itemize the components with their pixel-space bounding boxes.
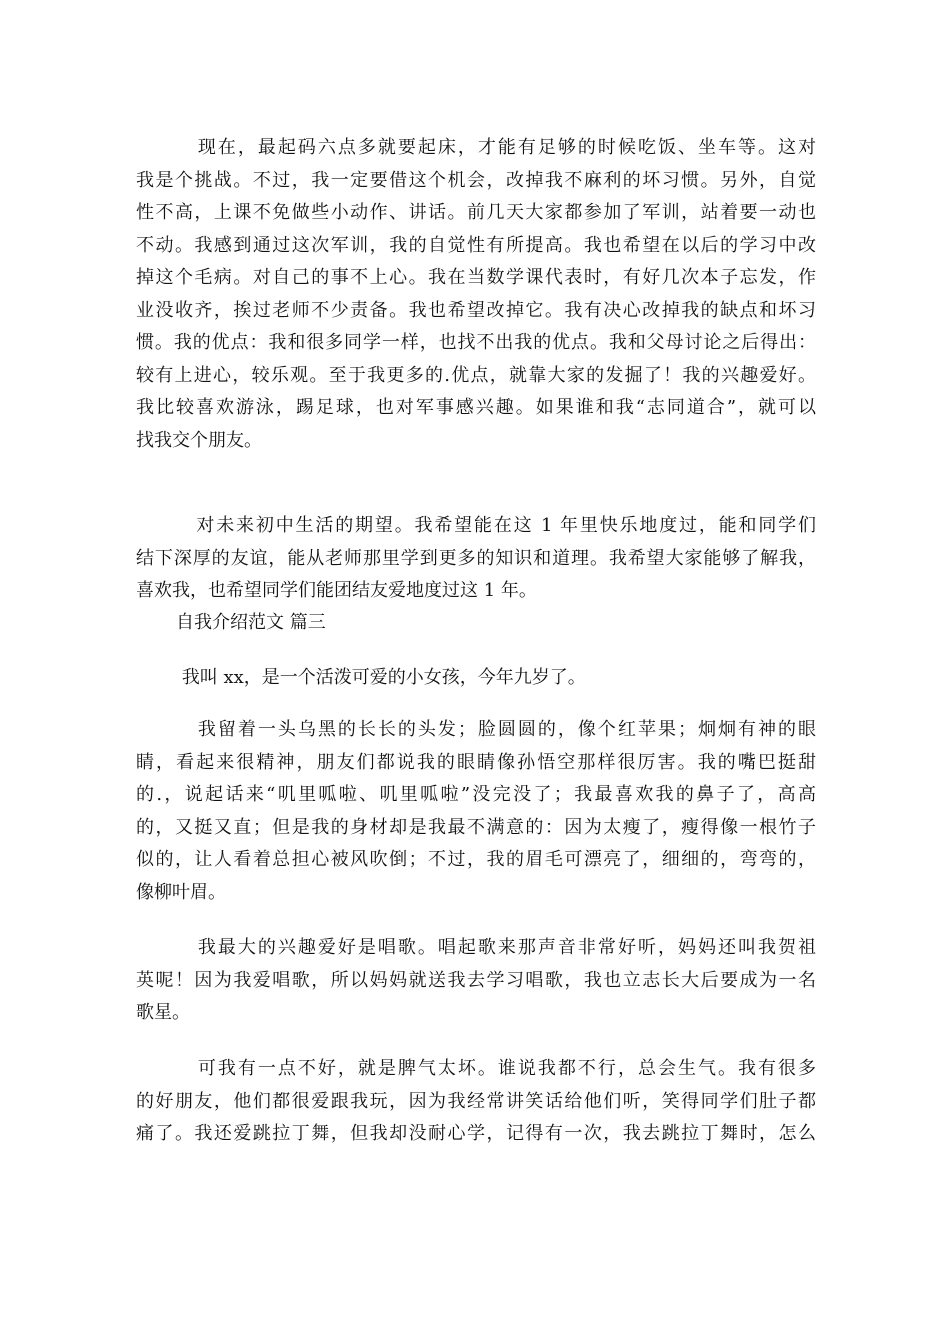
paragraph-5 (136, 932, 816, 1030)
paragraph-line: 的.，说起话来“叽里呱啦、叽里呱啦”没完没了；我最喜欢我的鼻子了，高高 (136, 784, 816, 805)
paragraph-line: 英呢！因为我爱唱歌，所以妈妈就送我去学习唱歌，我也立志长大后要成为一名 (136, 969, 816, 991)
paragraph-line: 睛，看起来很精神，朋友们都说我的眼睛像孙悟空那样很厉害。我的嘴巴挺甜 (136, 751, 816, 773)
paragraph-line: 我最大的兴趣爱好是唱歌。唱起歌来那声音非常好听，妈妈还叫我贺祖 (136, 937, 816, 958)
paragraph-2 (136, 510, 816, 608)
paragraph-line: 的，又挺又直；但是我的身材却是我最不满意的：因为太瘦了，瘦得像一根竹子 (136, 816, 816, 838)
paragraph-line: 业没收齐，挨过老师不少责备。我也希望改掉它。我有决心改掉我的缺点和坏习 (136, 299, 816, 321)
paragraph-line: 我留着一头乌黑的长长的头发；脸圆圆的，像个红苹果；炯炯有神的眼 (136, 719, 816, 740)
paragraph-6 (136, 1053, 816, 1151)
paragraph-line: 似的，让人看着总担心被风吹倒；不过，我的眉毛可漂亮了，细细的，弯弯的， (136, 849, 816, 870)
paragraph-line: 可我有一点不好，就是脾气太坏。谁说我都不行，总会生气。我有很多 (136, 1058, 816, 1079)
paragraph-1 (136, 132, 816, 457)
section-heading: 自我介绍范文 篇三 (176, 612, 326, 633)
paragraph-line: 结下深厚的友谊，能从老师那里学到更多的知识和道理。我希望大家能够了解我， (136, 547, 816, 569)
paragraph-line: 我叫 xx，是一个活泼可爱的小女孩，今年九岁了。 (136, 667, 586, 688)
paragraph-line: 不动。我感到通过这次军训，我的自觉性有所提高。我也希望在以后的学习中改 (136, 234, 816, 256)
paragraph-line: 我比较喜欢游泳，踢足球，也对军事感兴趣。如果谁和我“志同道合”，就可以 (136, 397, 816, 418)
paragraph-line: 喜欢我，也希望同学们能团结友爱地度过这 1 年。 (136, 580, 537, 601)
paragraph-line: 的好朋友，他们都很爱跟我玩，因为我经常讲笑话给他们听，笑得同学们肚子都 (136, 1090, 816, 1112)
paragraph-4 (136, 714, 816, 909)
paragraph-3 (136, 662, 816, 695)
paragraph-line: 歌星。 (136, 1002, 190, 1023)
paragraph-line: 较有上进心，较乐观。至于我更多的.优点，就靠大家的发掘了！我的兴趣爱好。 (136, 364, 816, 386)
paragraph-line: 我是个挑战。不过，我一定要借这个机会，改掉我不麻利的坏习惯。另外，自觉 (136, 169, 816, 191)
paragraph-line: 痛了。我还爱跳拉丁舞，但我却没耐心学，记得有一次，我去跳拉丁舞时，怎么 (136, 1123, 816, 1144)
paragraph-line: 找我交个朋友。 (136, 429, 262, 451)
paragraph-line: 性不高，上课不免做些小动作、讲话。前几天大家都参加了军训，站着要一动也 (136, 202, 816, 223)
paragraph-line: 现在，最起码六点多就要起床，才能有足够的时候吃饭、坐车等。这对 (136, 137, 816, 158)
paragraph-line: 掉这个毛病。对自己的事不上心。我在当数学课代表时，有好几次本子忘发，作 (136, 267, 816, 288)
paragraph-line: 惯。我的优点：我和很多同学一样，也找不出我的优点。我和父母讨论之后得出： (136, 332, 816, 353)
paragraph-line: 像柳叶眉。 (136, 881, 226, 903)
paragraph-line: 对未来初中生活的期望。我希望能在这 1 年里快乐地度过，能和同学们 (136, 515, 816, 536)
